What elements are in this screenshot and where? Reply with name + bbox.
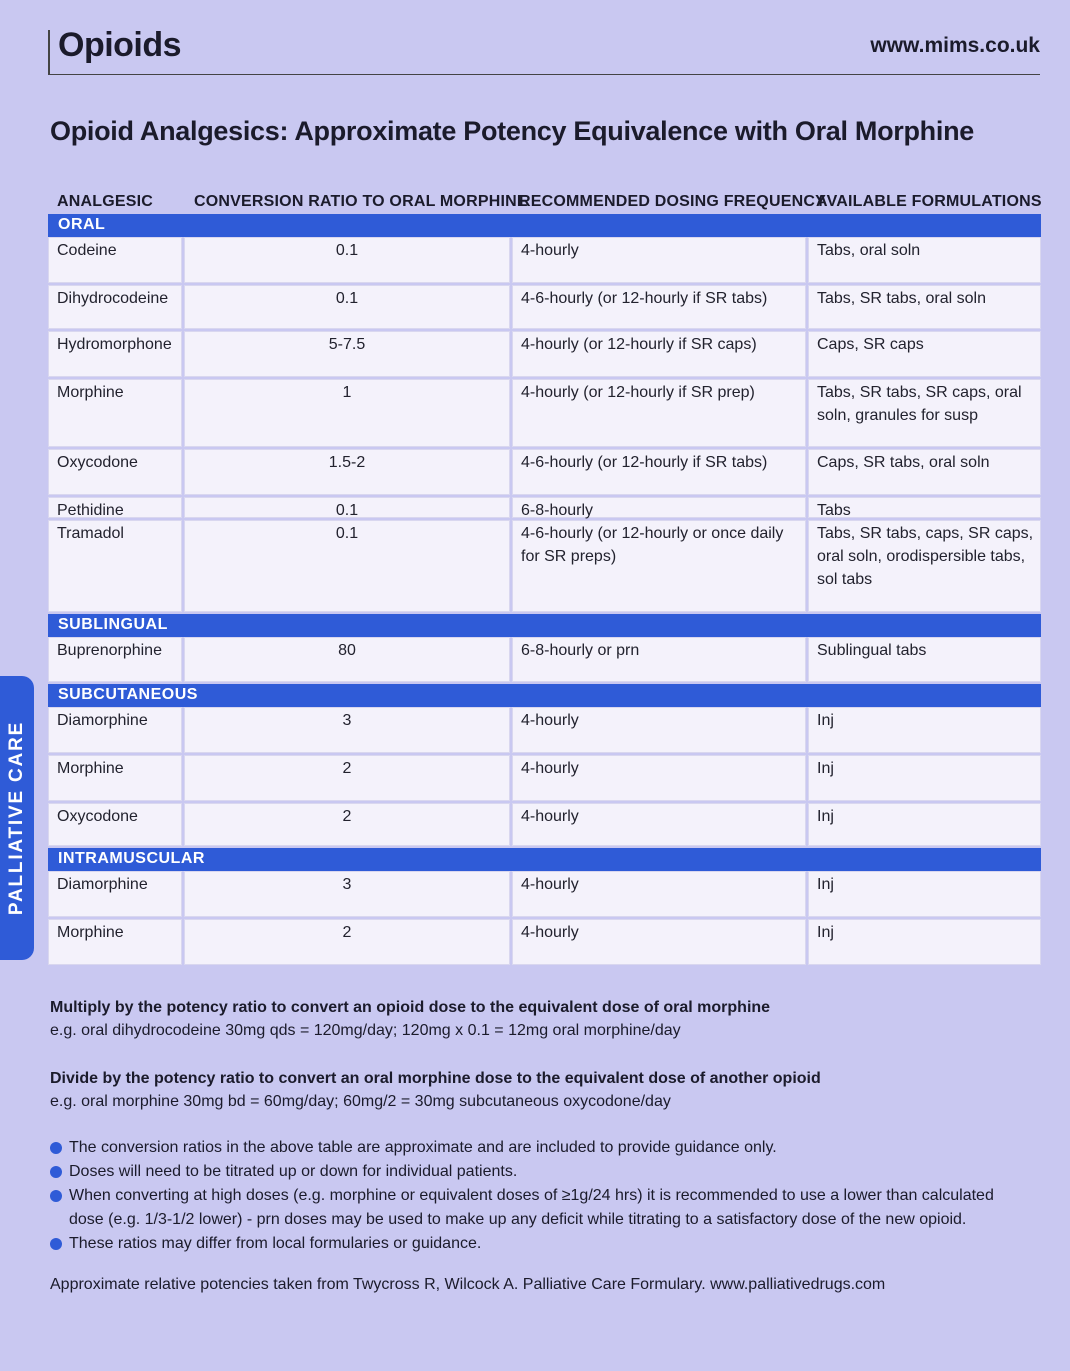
conversion-ratio: 2: [342, 808, 352, 825]
header-divider: [48, 30, 50, 74]
conversion-ratio: 2: [342, 760, 352, 777]
analgesic-name: Diamorphine: [57, 876, 148, 893]
group-label-sublingual: SUBLINGUAL: [58, 616, 168, 633]
analgesic-name: Morphine: [57, 384, 124, 401]
conversion-ratio: 80: [338, 642, 356, 659]
analgesic-name: Pethidine: [57, 502, 124, 519]
formulations: Inj: [817, 808, 834, 825]
conversion-ratio: 3: [342, 712, 352, 729]
divide-note: [50, 1067, 821, 1113]
column-header-formulations: AVAILABLE FORMULATIONS: [816, 193, 1042, 210]
formulations: Inj: [817, 760, 834, 777]
dosing-frequency: 4-hourly (or 12-hourly if SR prep): [521, 384, 755, 401]
page-header: [48, 20, 1040, 75]
column-header-dosing-frequency: RECOMMENDED DOSING FREQUENCY: [519, 193, 826, 210]
group-label-subcutaneous: SUBCUTANEOUS: [58, 686, 198, 703]
group-band-oral: [48, 214, 1041, 237]
bullet-dot-icon: [50, 1142, 62, 1154]
group-label-intramuscular: INTRAMUSCULAR: [58, 850, 205, 867]
analgesic-name: Buprenorphine: [57, 642, 162, 659]
formulations: Caps, SR tabs, oral soln: [817, 454, 990, 471]
bullet-dot-icon: [50, 1238, 62, 1250]
column-header-conversion-ratio: CONVERSION RATIO TO ORAL MORPHINE: [194, 193, 528, 210]
group-band-subcutaneous: [48, 684, 1041, 707]
analgesic-name: Hydromorphone: [57, 336, 172, 353]
divide-example: e.g. oral morphine 30mg bd = 60mg/day; 60mg/2 = 30mg subcutaneous oxycodone/day: [50, 1093, 671, 1110]
dosing-frequency: 6-8-hourly or prn: [521, 642, 640, 659]
formulations: Inj: [817, 924, 834, 941]
conversion-ratio: 0.1: [335, 242, 359, 259]
formulations: Sublingual tabs: [817, 642, 927, 659]
analgesic-name: Diamorphine: [57, 712, 148, 729]
bullet-item: These ratios may differ from local formularies or guidance.: [50, 1232, 1010, 1256]
group-label-oral: ORAL: [58, 216, 106, 233]
dosing-frequency: 4-hourly: [521, 242, 579, 259]
dosing-frequency: 4-hourly: [521, 712, 579, 729]
group-band-sublingual: [48, 614, 1041, 637]
multiply-example: e.g. oral dihydrocodeine 30mg qds = 120mg/day; 120mg x 0.1 = 12mg oral morphine/day: [50, 1022, 681, 1039]
analgesic-name: Dihydrocodeine: [57, 290, 169, 307]
analgesic-name: Morphine: [57, 760, 124, 777]
source-citation: Approximate relative potencies taken from Twycross R, Wilcock A. Palliative Care Formulary. www.palliativedrugs.com: [50, 1276, 886, 1293]
dosing-frequency: 4-hourly: [521, 924, 579, 941]
analgesic-name: Tramadol: [57, 525, 124, 542]
conversion-ratio: 1: [342, 384, 352, 401]
bullet-dot-icon: [50, 1166, 62, 1178]
dosing-frequency: 4-hourly: [521, 876, 579, 893]
formulations: Tabs, SR tabs, caps, SR caps, oral soln, orodispersible tabs, sol tabs: [817, 525, 1034, 588]
conversion-ratio: 2: [342, 924, 352, 941]
formulations: Tabs, oral soln: [817, 242, 921, 259]
dosing-frequency: 4-6-hourly (or 12-hourly or once daily for SR preps): [521, 525, 784, 565]
multiply-heading: Multiply by the potency ratio to convert an opioid dose to the equivalent dose of oral morphine: [50, 999, 771, 1016]
bullet-item: Doses will need to be titrated up or down for individual patients.: [50, 1160, 1010, 1184]
dosing-frequency: 4-6-hourly (or 12-hourly if SR tabs): [521, 290, 768, 307]
conversion-ratio: 0.1: [335, 502, 359, 519]
website-url: www.mims.co.uk: [870, 34, 1040, 57]
page-title: Opioid Analgesics: Approximate Potency Equivalence with Oral Morphine: [50, 116, 974, 146]
guidance-bullets: [50, 1136, 1010, 1256]
formulations: Inj: [817, 712, 834, 729]
conversion-ratio: 3: [342, 876, 352, 893]
analgesic-name: Oxycodone: [57, 808, 138, 825]
group-band-intramuscular: [48, 848, 1041, 871]
conversion-ratio: 0.1: [335, 525, 359, 542]
formulations: Inj: [817, 876, 834, 893]
analgesic-name: Codeine: [57, 242, 117, 259]
side-tab-label: PALLIATIVE CARE: [6, 720, 27, 916]
analgesic-name: Morphine: [57, 924, 124, 941]
divide-heading: Divide by the potency ratio to convert an oral morphine dose to the equivalent dose of another opioid: [50, 1070, 821, 1087]
dosing-frequency: 4-6-hourly (or 12-hourly if SR tabs): [521, 454, 768, 471]
dosing-frequency: 4-hourly (or 12-hourly if SR caps): [521, 336, 757, 353]
bullet-item: When converting at high doses (e.g. morphine or equivalent doses of ≥1g/24 hrs) it is recommended to use a lower than calculated dose (e.g. 1/3-1/2 lower) - prn doses may be used to make up any deficit while titrating to a satisfactory dose of the new opioid.: [50, 1184, 1010, 1232]
side-tab: [0, 676, 34, 960]
dosing-frequency: 4-hourly: [521, 808, 579, 825]
dosing-frequency: 6-8-hourly: [521, 502, 594, 519]
bullet-item: The conversion ratios in the above table are approximate and are included to provide guidance only.: [50, 1136, 1010, 1160]
conversion-ratio: 1.5-2: [328, 454, 366, 471]
formulations: Tabs: [817, 502, 851, 519]
conversion-ratio: 0.1: [335, 290, 359, 307]
formulations: Tabs, SR tabs, oral soln: [817, 290, 986, 307]
analgesic-name: Oxycodone: [57, 454, 138, 471]
conversion-ratio: 5-7.5: [328, 336, 366, 353]
column-header-analgesic: ANALGESIC: [57, 193, 154, 210]
multiply-note: [50, 996, 770, 1042]
formulations: Caps, SR caps: [817, 336, 924, 353]
formulations: Tabs, SR tabs, SR caps, oral soln, granules for susp: [817, 384, 1022, 424]
section-title: Opioids: [58, 26, 182, 64]
dosing-frequency: 4-hourly: [521, 760, 579, 777]
bullet-dot-icon: [50, 1190, 62, 1202]
